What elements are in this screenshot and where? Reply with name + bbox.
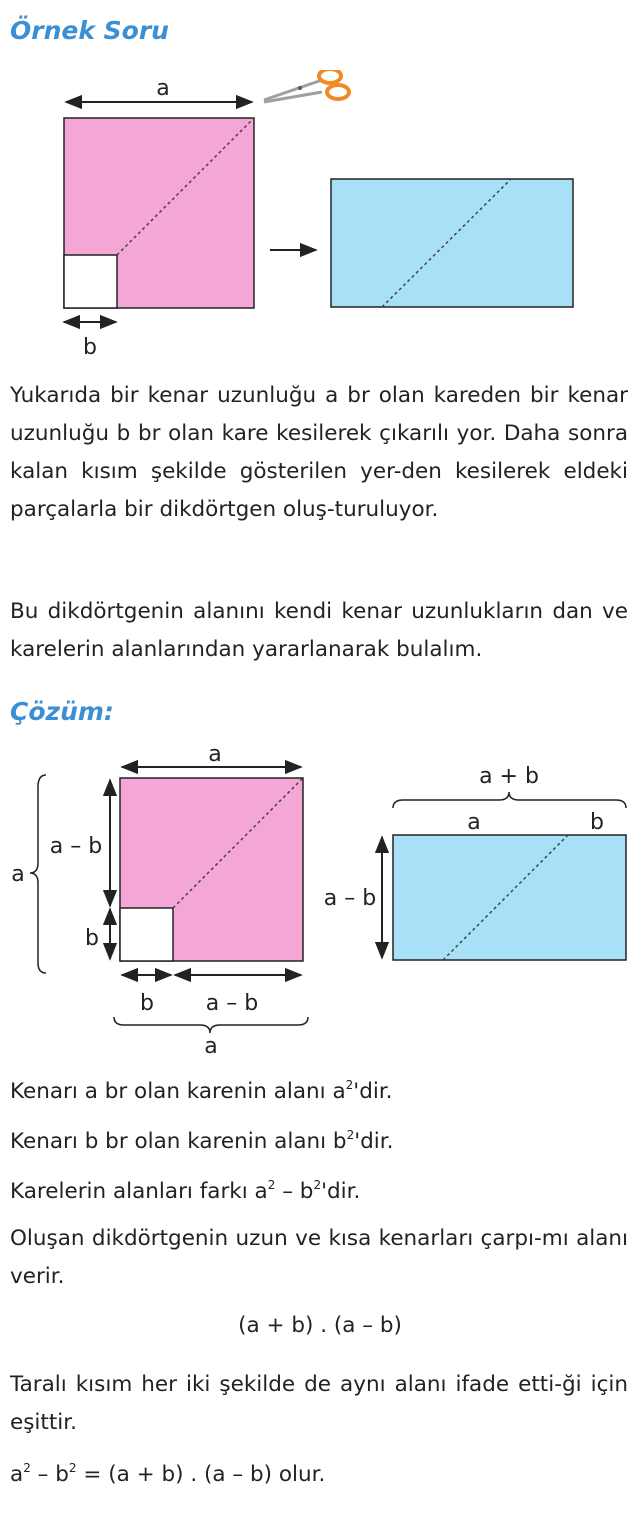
sq-left-upper-label: a – b (49, 834, 103, 859)
solution-figure (0, 735, 640, 1065)
sq-bottom-b-label: b (140, 991, 154, 1016)
rect-top-b-label: b (590, 810, 604, 835)
solution-line-2: Kenarı b br olan karenin alanı $b^2'dir$. (10, 1128, 394, 1154)
solution-line-5: Taralı kısım her iki şekilde de aynı alanı ifade etti-ği için eşittir. (10, 1372, 628, 1435)
sq-left-lower-label: b (85, 926, 99, 951)
sq-bottom-amb-label: a – b (205, 991, 259, 1016)
sq-brace-label: a (11, 862, 25, 887)
solution-blue-rectangle (393, 835, 626, 960)
top-brace (393, 792, 626, 808)
rect-top-total-label: a + b (479, 764, 539, 789)
example-figure (0, 70, 640, 370)
solution-line-1: Kenarı a br olan karenin alanı $a^2'dir$. (10, 1078, 393, 1104)
solution-heading: Çözüm: (10, 697, 114, 726)
scissors-icon (264, 70, 349, 102)
rect-side-label: a – b (323, 886, 377, 911)
solution-line-4: Oluşan dikdörtgenin uzun ve kısa kenarları çarpı-mı alanı verir. (10, 1226, 628, 1289)
formula: (a + b) . (a – b) (238, 1313, 402, 1338)
solution-cut-square (120, 908, 173, 961)
example-paragraph-1: Yukarıda bir kenar uzunluğu a br olan kareden bir kenar uzunluğu b br olan kare kesilerek çıkarılı yor. Daha sonra kalan kısım şekilde gösterilen yer-den kesilerek eldeki parçalarla bir dikdörtgen oluş-turuluyor. (10, 383, 628, 522)
label-b: b (83, 335, 97, 360)
final-equation: $a^2 - b^2 = (a + b)$ . (a – b) olur. (10, 1461, 326, 1487)
example-heading: Örnek Soru (10, 16, 169, 45)
rect-top-a-label: a (467, 810, 481, 835)
left-brace (30, 775, 46, 973)
example-paragraph-2: Bu dikdörtgenin alanını kendi kenar uzunlukların dan ve karelerin alanlarından yararlanarak bulalım. (10, 599, 628, 662)
solution-line-3: Karelerin alanları farkı $a^2 - b^2'dir$. (10, 1178, 361, 1204)
bottom-brace (114, 1017, 308, 1033)
blue-rectangle (331, 179, 573, 307)
sq-bottom-total-label: a (204, 1034, 218, 1059)
sq-top-label: a (208, 742, 222, 767)
label-a: a (156, 76, 170, 101)
cut-square (64, 255, 117, 308)
